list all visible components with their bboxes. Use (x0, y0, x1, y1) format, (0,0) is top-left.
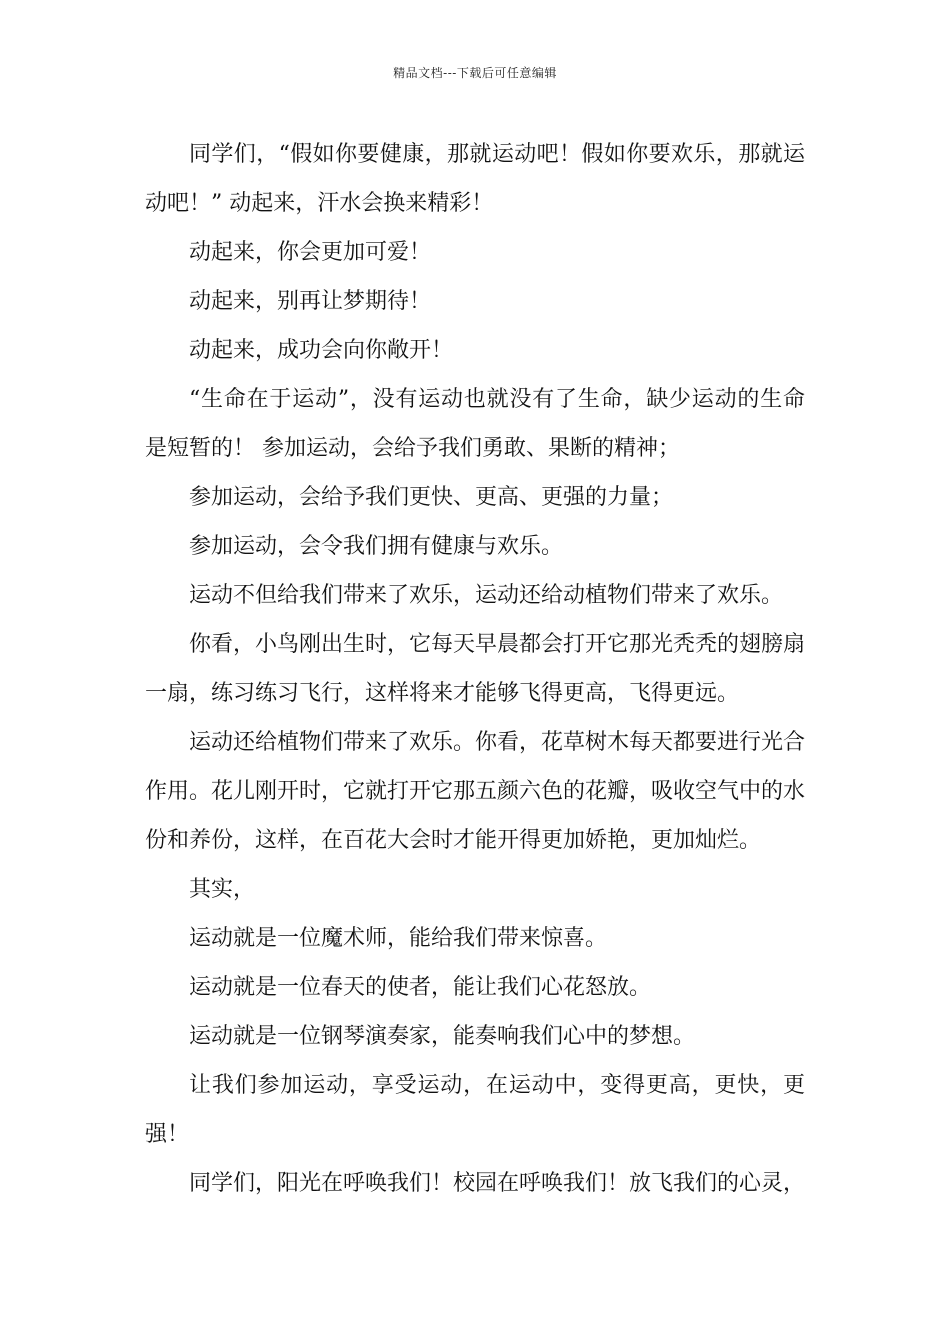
document-body (145, 130, 805, 1208)
paragraph: 运动还给植物们带来了欢乐。你看，花草树木每天都要进行光合作用。花儿刚开时，它就打开它那五颜六色的花瓣，吸收空气中的水份和养份，这样，在百花大会时才能开得更加娇艳，更加灿烂。 (145, 730, 806, 853)
page-header: 精品文档---下载后可任意编辑 (393, 66, 557, 80)
paragraph: 你看，小鸟刚出生时，它每天早晨都会打开它那光秃秃的翅膀扇一扇，练习练习飞行，这样将来才能够飞得更高，飞得更远。 (145, 632, 806, 706)
paragraph: 让我们参加运动，享受运动，在运动中，变得更高，更快，更强！ (145, 1073, 805, 1147)
paragraph: 同学们，阳光在呼唤我们！校园在呼唤我们！放飞我们的心灵， (189, 1171, 806, 1196)
paragraph: 动起来，你会更加可爱！ (189, 240, 432, 265)
paragraph: 运动就是一位钢琴演奏家，能奏响我们心中的梦想。 (189, 1024, 696, 1049)
paragraph: 动起来，成功会向你敞开！ (189, 338, 454, 363)
paragraph: “生命在于运动”，没有运动也就没有了生命，缺少运动的生命是短暂的！ 参加运动，会给予我们勇敢、果断的精神； (145, 387, 805, 461)
paragraph: 参加运动，会给予我们更快、更高、更强的力量； (189, 485, 674, 510)
paragraph: 其实， (189, 877, 256, 902)
paragraph: 同学们，“假如你要健康，那就运动吧！假如你要欢乐，那就运动吧！” 动起来，汗水会换来精彩！ (145, 142, 805, 216)
paragraph: 动起来，别再让梦期待！ (189, 289, 432, 314)
paragraph: 运动就是一位春天的使者，能让我们心花怒放。 (189, 975, 652, 1000)
paragraph: 运动不但给我们带来了欢乐，运动还给动植物们带来了欢乐。 (189, 583, 784, 608)
paragraph: 参加运动，会令我们拥有健康与欢乐。 (189, 534, 564, 559)
paragraph: 运动就是一位魔术师，能给我们带来惊喜。 (189, 926, 608, 951)
